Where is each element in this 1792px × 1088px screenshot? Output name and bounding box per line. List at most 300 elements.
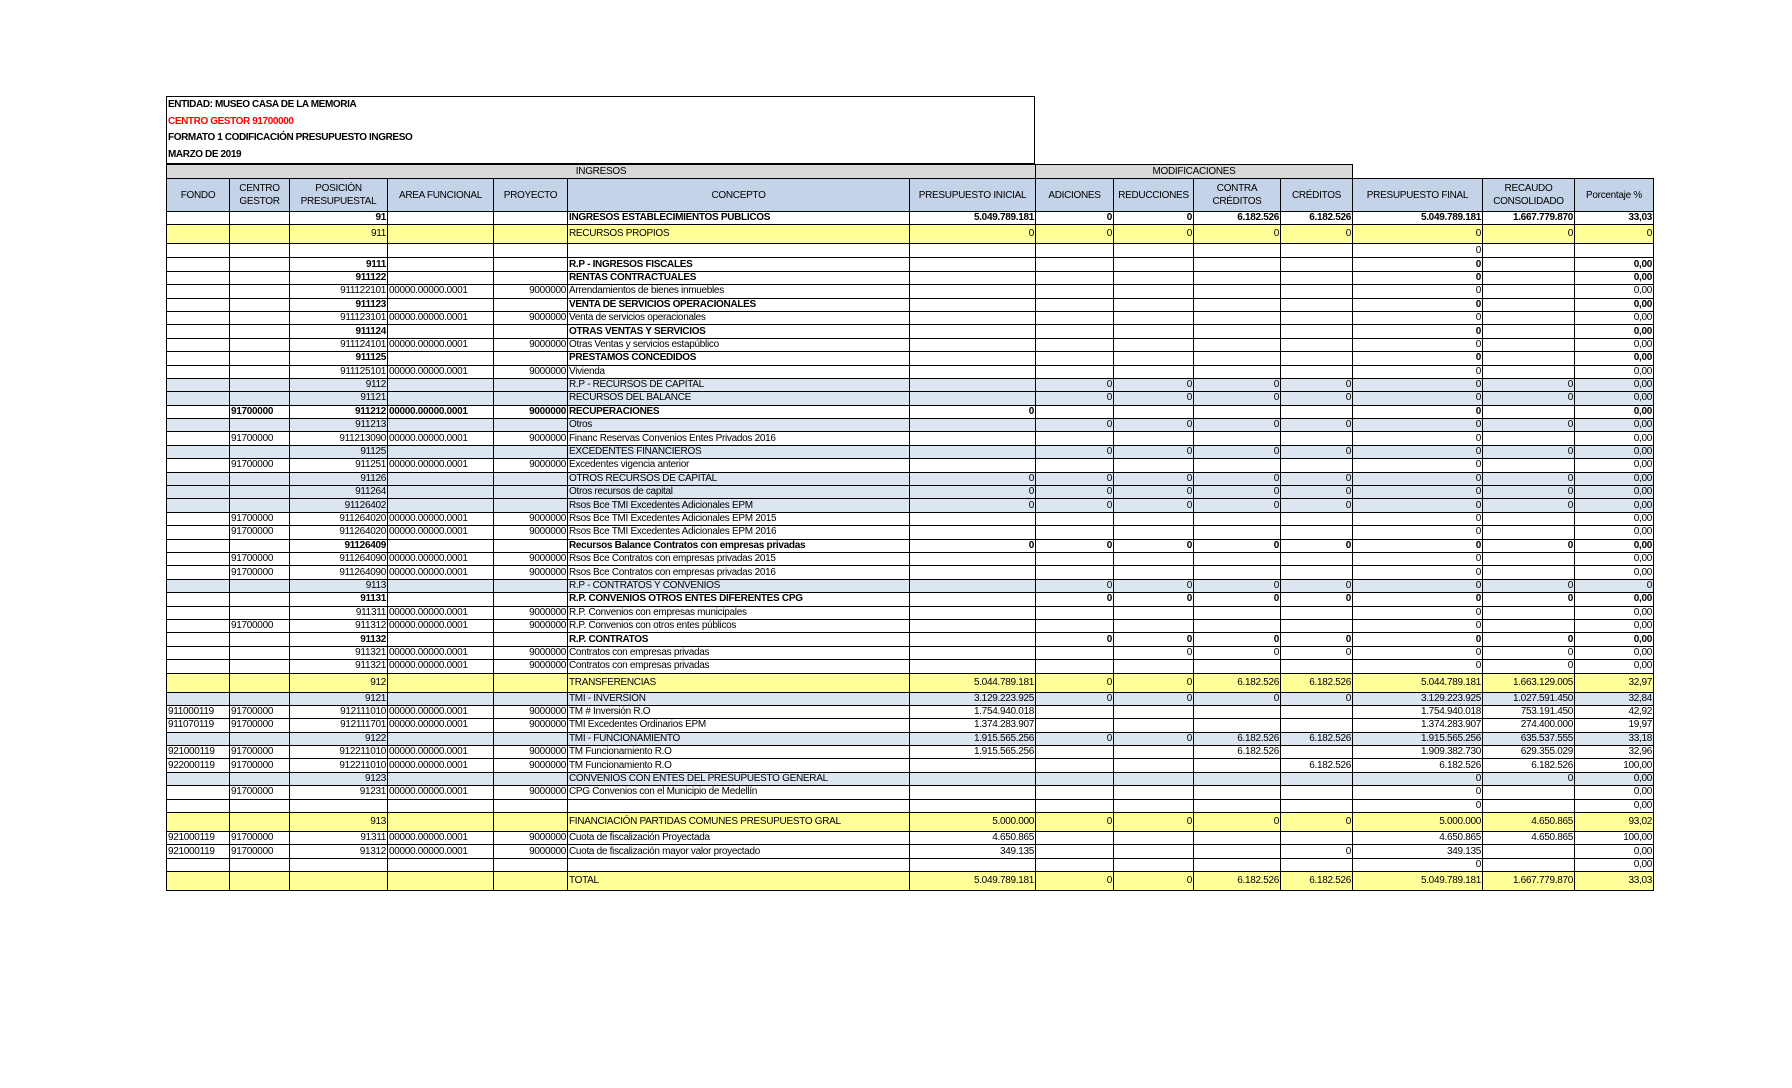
table-cell	[1036, 660, 1114, 673]
table-cell: TMI - FUNCIONAMIENTO	[568, 732, 910, 745]
table-cell: 0	[1036, 872, 1114, 891]
table-cell	[1194, 298, 1281, 311]
table-cell: 5.000.000	[1353, 813, 1483, 832]
table-cell: 0	[910, 405, 1036, 418]
table-cell: 0	[1353, 459, 1483, 472]
table-cell: 00000.00000.0001	[388, 432, 494, 445]
table-cell: 911123	[290, 298, 388, 311]
table-cell: 0,00	[1575, 472, 1654, 485]
table-cell	[910, 786, 1036, 799]
table-cell	[1281, 786, 1353, 799]
table-cell	[1036, 459, 1114, 472]
table-cell: 0	[1036, 445, 1114, 458]
table-cell: 91700000	[230, 526, 290, 539]
table-cell: 911213090	[290, 432, 388, 445]
table-cell: 4.650.865	[1353, 832, 1483, 845]
table-cell	[1281, 285, 1353, 298]
table-cell: 6.182.526	[1281, 759, 1353, 772]
table-cell: Cuota de fiscalización Proyectada	[568, 832, 910, 845]
table-cell	[167, 378, 230, 391]
table-cell: 0	[1114, 593, 1194, 606]
table-cell: 0	[1194, 692, 1281, 705]
table-cell: 0	[1194, 633, 1281, 646]
table-cell	[1483, 244, 1575, 258]
table-cell	[1114, 606, 1194, 619]
table-cell	[910, 352, 1036, 365]
table-cell: 3.129.223.925	[910, 692, 1036, 705]
table-cell	[1483, 526, 1575, 539]
table-cell: 0	[1281, 579, 1353, 592]
table-cell: Contratos con empresas privadas	[568, 660, 910, 673]
table-cell: 3.129.223.925	[1353, 692, 1483, 705]
table-cell: 0	[1194, 499, 1281, 512]
table-cell: 0	[1353, 244, 1483, 258]
table-cell	[388, 244, 494, 258]
table-cell	[494, 593, 568, 606]
table-cell	[230, 813, 290, 832]
table-cell: 0	[1353, 566, 1483, 579]
table-cell	[388, 813, 494, 832]
table-cell	[1281, 606, 1353, 619]
table-cell	[910, 858, 1036, 871]
table-cell: 00000.00000.0001	[388, 365, 494, 378]
table-cell	[1114, 285, 1194, 298]
table-cell: 1.754.940.018	[1353, 705, 1483, 718]
table-cell: 9000000	[494, 311, 568, 324]
table-cell	[1194, 845, 1281, 858]
table-cell: 9000000	[494, 365, 568, 378]
table-cell: 5.000.000	[910, 813, 1036, 832]
table-cell: 0,00	[1575, 298, 1654, 311]
table-cell	[167, 472, 230, 485]
table-cell	[1114, 858, 1194, 871]
table-cell	[494, 298, 568, 311]
column-header: CENTRO GESTOR	[230, 179, 290, 212]
table-cell: Rsos Bce Contratos con empresas privadas 2016	[568, 566, 910, 579]
table-cell	[1114, 746, 1194, 759]
table-cell: RECURSOS PROPIOS	[568, 225, 910, 244]
table-cell	[1114, 799, 1194, 812]
table-row	[167, 445, 1654, 458]
table-cell: 629.355.029	[1483, 746, 1575, 759]
table-cell	[230, 212, 290, 225]
table-cell	[1036, 705, 1114, 718]
table-cell	[494, 872, 568, 891]
table-cell: 6.182.526	[1194, 212, 1281, 225]
table-cell	[1194, 338, 1281, 351]
table-cell	[494, 673, 568, 692]
table-cell	[910, 759, 1036, 772]
table-cell	[230, 673, 290, 692]
table-cell: 911122	[290, 271, 388, 284]
table-cell: 0	[1353, 378, 1483, 391]
table-cell	[1281, 619, 1353, 632]
table-cell: 911264090	[290, 566, 388, 579]
table-cell	[1194, 325, 1281, 338]
table-cell	[1036, 646, 1114, 659]
table-cell	[1114, 432, 1194, 445]
table-cell	[1036, 772, 1114, 785]
table-cell: 0,00	[1575, 593, 1654, 606]
table-cell: 9000000	[494, 705, 568, 718]
table-cell: 9000000	[494, 786, 568, 799]
table-cell	[167, 579, 230, 592]
table-row	[167, 405, 1654, 418]
table-cell: 0	[1575, 579, 1654, 592]
table-cell	[1036, 352, 1114, 365]
table-cell	[910, 419, 1036, 432]
table-cell: 5.044.789.181	[1353, 673, 1483, 692]
table-cell: 0	[1281, 593, 1353, 606]
table-cell: Recursos Balance Contratos con empresas privadas	[568, 539, 910, 552]
table-cell	[1483, 405, 1575, 418]
table-cell: 0	[1194, 539, 1281, 552]
table-cell: 93,02	[1575, 813, 1654, 832]
table-cell: 00000.00000.0001	[388, 786, 494, 799]
table-cell	[1036, 619, 1114, 632]
report-header	[166, 96, 1035, 164]
table-cell: 0	[1353, 526, 1483, 539]
table-cell: 0	[1353, 258, 1483, 271]
table-cell: 0	[1353, 298, 1483, 311]
table-cell	[1194, 786, 1281, 799]
table-cell	[388, 486, 494, 499]
table-cell: 0	[1036, 212, 1114, 225]
table-cell	[388, 593, 494, 606]
table-cell	[1036, 298, 1114, 311]
table-cell: 5.049.789.181	[1353, 212, 1483, 225]
table-cell: 0,00	[1575, 432, 1654, 445]
table-cell	[167, 512, 230, 525]
table-cell: 1.915.565.256	[1353, 732, 1483, 745]
table-cell: 0	[1036, 813, 1114, 832]
table-cell	[167, 258, 230, 271]
table-cell	[388, 772, 494, 785]
table-row	[167, 258, 1654, 271]
table-cell	[388, 298, 494, 311]
table-cell	[494, 486, 568, 499]
table-row	[167, 325, 1654, 338]
table-cell	[1114, 512, 1194, 525]
table-cell	[230, 593, 290, 606]
table-row	[167, 472, 1654, 485]
table-cell	[167, 732, 230, 745]
table-cell	[230, 646, 290, 659]
table-cell	[568, 244, 910, 258]
table-cell	[494, 799, 568, 812]
table-cell	[494, 732, 568, 745]
table-cell	[1036, 845, 1114, 858]
table-cell: 91700000	[230, 786, 290, 799]
table-cell	[910, 566, 1036, 579]
table-cell: 0,00	[1575, 539, 1654, 552]
table-cell	[167, 285, 230, 298]
table-cell: 0	[910, 225, 1036, 244]
table-cell	[388, 212, 494, 225]
table-cell: EXCEDENTES FINANCIEROS	[568, 445, 910, 458]
table-cell: 0	[1281, 392, 1353, 405]
table-row	[167, 579, 1654, 592]
table-cell: 00000.00000.0001	[388, 526, 494, 539]
table-cell	[1194, 799, 1281, 812]
table-cell: 0	[1036, 392, 1114, 405]
table-cell	[388, 858, 494, 871]
table-cell: 0,00	[1575, 552, 1654, 565]
table-cell	[494, 858, 568, 871]
table-cell	[167, 799, 230, 812]
table-cell	[230, 692, 290, 705]
table-cell: 0	[1353, 619, 1483, 632]
table-cell: 0	[1483, 593, 1575, 606]
table-cell: 911264020	[290, 526, 388, 539]
table-cell	[167, 526, 230, 539]
table-cell: 911311	[290, 606, 388, 619]
table-cell: 91311	[290, 832, 388, 845]
table-cell: 921000119	[167, 832, 230, 845]
table-cell	[910, 285, 1036, 298]
table-cell	[167, 244, 230, 258]
table-cell: Financ Reservas Convenios Entes Privados 2016	[568, 432, 910, 445]
table-cell: 91126402	[290, 499, 388, 512]
table-cell: 0	[1114, 419, 1194, 432]
table-cell: Rsos Bce TMI Excedentes Adicionales EPM	[568, 499, 910, 512]
table-cell	[1114, 660, 1194, 673]
table-cell	[1114, 311, 1194, 324]
table-cell	[1114, 298, 1194, 311]
table-cell	[1036, 759, 1114, 772]
table-cell	[167, 365, 230, 378]
table-cell: 1.374.283.907	[910, 719, 1036, 732]
table-cell	[1036, 746, 1114, 759]
table-cell	[1281, 432, 1353, 445]
table-cell	[388, 325, 494, 338]
table-cell	[1114, 845, 1194, 858]
table-cell: 00000.00000.0001	[388, 606, 494, 619]
table-cell: 0,00	[1575, 459, 1654, 472]
table-cell	[167, 539, 230, 552]
table-row	[167, 526, 1654, 539]
table-cell	[910, 772, 1036, 785]
table-cell: 0	[1353, 419, 1483, 432]
table-cell: 0	[1353, 646, 1483, 659]
table-cell: Contratos con empresas privadas	[568, 646, 910, 659]
table-cell: Venta de servicios operacionales	[568, 311, 910, 324]
table-cell	[1483, 258, 1575, 271]
table-cell	[910, 646, 1036, 659]
table-cell	[1194, 311, 1281, 324]
table-cell	[230, 285, 290, 298]
table-cell	[1114, 365, 1194, 378]
table-cell: 0	[1114, 732, 1194, 745]
table-cell	[167, 352, 230, 365]
table-cell	[910, 432, 1036, 445]
table-cell: 0	[1281, 486, 1353, 499]
table-cell: 0	[1114, 872, 1194, 891]
table-cell: 0	[1353, 799, 1483, 812]
table-row	[167, 813, 1654, 832]
column-header: CONCEPTO	[568, 179, 910, 212]
table-cell: 91700000	[230, 719, 290, 732]
table-cell	[1483, 285, 1575, 298]
table-cell	[1483, 552, 1575, 565]
table-cell: 0	[1353, 552, 1483, 565]
table-cell	[388, 258, 494, 271]
table-cell: 0	[1353, 858, 1483, 871]
table-cell: 349.135	[910, 845, 1036, 858]
table-cell: CPG Convenios con el Municipio de Medellín	[568, 786, 910, 799]
table-cell	[568, 858, 910, 871]
table-row	[167, 225, 1654, 244]
table-cell: 0	[1114, 692, 1194, 705]
table-cell	[167, 673, 230, 692]
table-cell	[1194, 405, 1281, 418]
table-cell: 912111010	[290, 705, 388, 718]
table-cell: 00000.00000.0001	[388, 646, 494, 659]
group-modificaciones: MODIFICACIONES	[1036, 165, 1353, 179]
table-cell	[494, 258, 568, 271]
table-row	[167, 692, 1654, 705]
table-cell: TOTAL	[568, 872, 910, 891]
column-header: CRÉDITOS	[1281, 179, 1353, 212]
table-cell: 0	[1194, 486, 1281, 499]
table-cell: 0	[1353, 539, 1483, 552]
table-cell	[1036, 552, 1114, 565]
table-cell: 0,00	[1575, 486, 1654, 499]
table-cell	[1281, 325, 1353, 338]
table-cell	[230, 772, 290, 785]
table-cell: 911312	[290, 619, 388, 632]
table-cell: 0	[910, 499, 1036, 512]
table-cell	[388, 872, 494, 891]
table-row	[167, 759, 1654, 772]
table-cell: 9000000	[494, 512, 568, 525]
column-header: PROYECTO	[494, 179, 568, 212]
table-cell: 0	[1036, 692, 1114, 705]
table-cell: 91700000	[230, 405, 290, 418]
table-cell	[290, 858, 388, 871]
table-cell: OTROS RECURSOS DE CAPITAL	[568, 472, 910, 485]
table-cell	[1114, 338, 1194, 351]
table-cell: 0	[1281, 539, 1353, 552]
table-cell: 0	[1483, 633, 1575, 646]
table-cell	[1483, 459, 1575, 472]
table-cell	[1194, 566, 1281, 579]
table-cell: 6.182.526	[1353, 759, 1483, 772]
table-cell: 0	[1114, 633, 1194, 646]
table-cell	[910, 311, 1036, 324]
table-cell: 0	[1353, 786, 1483, 799]
table-cell: OTRAS VENTAS Y SERVICIOS	[568, 325, 910, 338]
table-cell: 0,00	[1575, 325, 1654, 338]
table-cell: 0	[1194, 646, 1281, 659]
table-cell: 0	[1114, 499, 1194, 512]
table-cell: 0	[1281, 813, 1353, 832]
table-cell	[1281, 832, 1353, 845]
table-row	[167, 786, 1654, 799]
table-cell	[910, 298, 1036, 311]
table-cell: 0	[1114, 392, 1194, 405]
table-cell: 5.049.789.181	[1353, 872, 1483, 891]
table-cell: Rsos Bce TMI Excedentes Adicionales EPM 2015	[568, 512, 910, 525]
table-cell: 0	[1353, 432, 1483, 445]
table-cell	[1483, 338, 1575, 351]
table-cell: 0	[1281, 445, 1353, 458]
table-cell: 911125	[290, 352, 388, 365]
table-cell: 0	[1483, 392, 1575, 405]
entity-title: ENTIDAD: MUSEO CASA DE LA MEMORIA	[168, 99, 357, 110]
column-header: CONTRA CRÉDITOS	[1194, 179, 1281, 212]
table-cell	[230, 660, 290, 673]
table-cell: 91126409	[290, 539, 388, 552]
table-cell: 921000119	[167, 746, 230, 759]
table-cell	[230, 579, 290, 592]
table-cell: 91700000	[230, 845, 290, 858]
table-cell: 5.044.789.181	[910, 673, 1036, 692]
budget-table	[166, 164, 1654, 891]
table-cell: 9000000	[494, 285, 568, 298]
table-cell: 6.182.526	[1281, 673, 1353, 692]
table-cell	[910, 660, 1036, 673]
table-cell	[1281, 459, 1353, 472]
table-cell: RECURSOS DEL BALANCE	[568, 392, 910, 405]
table-cell: 0,00	[1575, 392, 1654, 405]
group-header-row	[167, 165, 1654, 179]
table-cell	[1114, 526, 1194, 539]
table-cell	[1281, 298, 1353, 311]
table-cell: Otras Ventas y servicios estapúblico	[568, 338, 910, 351]
table-row	[167, 432, 1654, 445]
table-cell: 0,00	[1575, 499, 1654, 512]
table-cell	[388, 352, 494, 365]
table-cell: 0	[1483, 225, 1575, 244]
table-row	[167, 378, 1654, 391]
table-cell	[1114, 325, 1194, 338]
table-row	[167, 352, 1654, 365]
table-cell	[910, 338, 1036, 351]
table-cell: 33,18	[1575, 732, 1654, 745]
table-row	[167, 365, 1654, 378]
table-cell	[167, 298, 230, 311]
table-cell: 91700000	[230, 746, 290, 759]
table-cell: R.P. Convenios con otros entes públicos	[568, 619, 910, 632]
table-cell: 0	[1353, 445, 1483, 458]
table-cell: 911213	[290, 419, 388, 432]
table-cell: 00000.00000.0001	[388, 285, 494, 298]
table-cell: 0	[1483, 660, 1575, 673]
table-cell	[230, 311, 290, 324]
table-cell	[494, 579, 568, 592]
table-cell: 32,96	[1575, 746, 1654, 759]
table-row	[167, 285, 1654, 298]
table-cell	[1483, 566, 1575, 579]
table-cell: 0	[1483, 499, 1575, 512]
table-cell: 0	[1281, 692, 1353, 705]
table-cell: RECUPERACIONES	[568, 405, 910, 418]
table-row	[167, 719, 1654, 732]
table-row	[167, 832, 1654, 845]
table-cell: 0	[1483, 472, 1575, 485]
table-cell	[167, 646, 230, 659]
table-cell: 0	[1036, 593, 1114, 606]
table-cell: 0	[1281, 472, 1353, 485]
table-cell: 0	[1194, 445, 1281, 458]
table-cell: 0	[1114, 813, 1194, 832]
table-row	[167, 271, 1654, 284]
table-cell	[1036, 719, 1114, 732]
table-cell: 0	[1036, 579, 1114, 592]
table-cell: 0	[1036, 472, 1114, 485]
table-cell	[290, 872, 388, 891]
